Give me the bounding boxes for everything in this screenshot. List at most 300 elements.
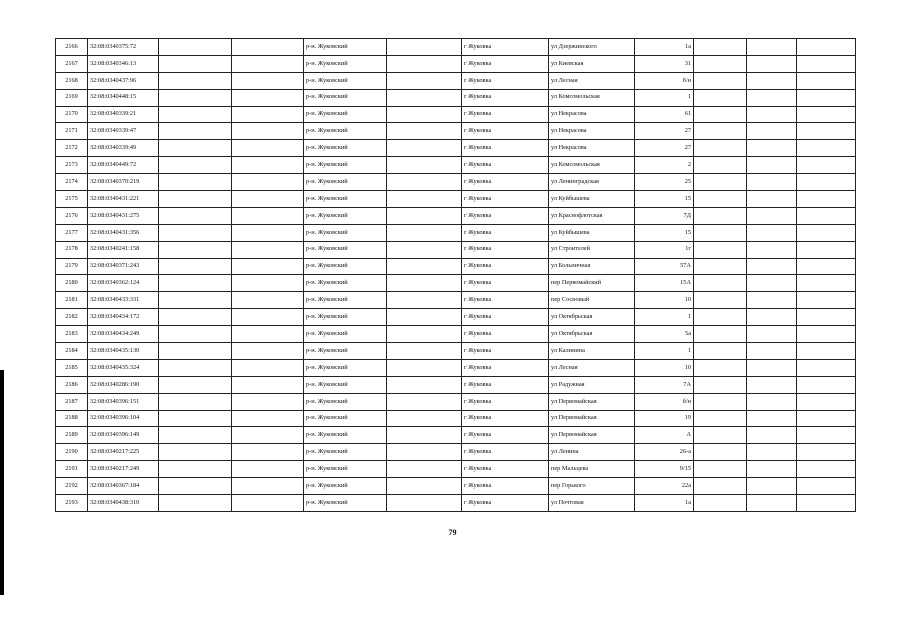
- blank-cell-e: [747, 174, 797, 191]
- locality-cell: г Жуковка: [462, 292, 549, 309]
- page-number: 79: [448, 528, 457, 537]
- blank-cell-d: [694, 326, 747, 343]
- street-cell: ул Некрасова: [549, 123, 635, 140]
- blank-cell-e: [747, 359, 797, 376]
- cadastral-number-cell: 32:08:0340217:225: [88, 444, 159, 461]
- house-number-cell: 10: [635, 292, 694, 309]
- district-cell: р-н. Жуковский: [304, 376, 387, 393]
- house-number-cell: 7А: [635, 376, 694, 393]
- district-cell: р-н. Жуковский: [304, 123, 387, 140]
- blank-cell-f: [797, 89, 856, 106]
- blank-cell-a: [159, 55, 232, 72]
- blank-cell-f: [797, 72, 856, 89]
- street-cell: пер Сосновый: [549, 292, 635, 309]
- row-number-cell: 2191: [56, 461, 88, 478]
- blank-cell-f: [797, 393, 856, 410]
- blank-cell-c: [387, 157, 462, 174]
- blank-cell-b: [232, 343, 304, 360]
- blank-cell-c: [387, 72, 462, 89]
- blank-cell-f: [797, 207, 856, 224]
- locality-cell: г Жуковка: [462, 241, 549, 258]
- locality-cell: г Жуковка: [462, 191, 549, 208]
- blank-cell-d: [694, 157, 747, 174]
- table-row: [56, 55, 856, 72]
- blank-cell-d: [694, 241, 747, 258]
- cadastral-number-cell: 32:08:0340396:104: [88, 410, 159, 427]
- row-number-cell: 2192: [56, 478, 88, 495]
- blank-cell-b: [232, 478, 304, 495]
- cadastral-number-cell: 32:08:0340433:331: [88, 292, 159, 309]
- scan-edge-mark: [0, 370, 4, 595]
- district-cell: р-н. Жуковский: [304, 359, 387, 376]
- blank-cell-d: [694, 359, 747, 376]
- blank-cell-a: [159, 495, 232, 512]
- locality-cell: г Жуковка: [462, 123, 549, 140]
- table-row: [56, 309, 856, 326]
- blank-cell-a: [159, 376, 232, 393]
- row-number-cell: 2184: [56, 343, 88, 360]
- blank-cell-f: [797, 140, 856, 157]
- blank-cell-a: [159, 292, 232, 309]
- house-number-cell: б/н: [635, 393, 694, 410]
- blank-cell-b: [232, 55, 304, 72]
- blank-cell-b: [232, 495, 304, 512]
- blank-cell-d: [694, 495, 747, 512]
- blank-cell-c: [387, 444, 462, 461]
- blank-cell-a: [159, 224, 232, 241]
- cadastral-number-cell: 32:08:0340241:158: [88, 241, 159, 258]
- blank-cell-c: [387, 39, 462, 56]
- blank-cell-f: [797, 292, 856, 309]
- street-cell: ул Ленинградская: [549, 174, 635, 191]
- blank-cell-b: [232, 292, 304, 309]
- blank-cell-f: [797, 343, 856, 360]
- table-row: [56, 393, 856, 410]
- blank-cell-a: [159, 106, 232, 123]
- house-number-cell: 15А: [635, 275, 694, 292]
- cadastral-number-cell: 32:08:0340217:249: [88, 461, 159, 478]
- street-cell: ул Больничная: [549, 258, 635, 275]
- blank-cell-c: [387, 393, 462, 410]
- blank-cell-d: [694, 123, 747, 140]
- blank-cell-d: [694, 207, 747, 224]
- street-cell: ул Краснофлотская: [549, 207, 635, 224]
- blank-cell-a: [159, 359, 232, 376]
- house-number-cell: 1а: [635, 495, 694, 512]
- blank-cell-f: [797, 157, 856, 174]
- blank-cell-a: [159, 39, 232, 56]
- street-cell: ул Октябрьская: [549, 326, 635, 343]
- locality-cell: г Жуковка: [462, 495, 549, 512]
- blank-cell-d: [694, 275, 747, 292]
- blank-cell-e: [747, 258, 797, 275]
- row-number-cell: 2167: [56, 55, 88, 72]
- blank-cell-e: [747, 123, 797, 140]
- blank-cell-a: [159, 174, 232, 191]
- locality-cell: г Жуковка: [462, 359, 549, 376]
- blank-cell-b: [232, 191, 304, 208]
- district-cell: р-н. Жуковский: [304, 427, 387, 444]
- locality-cell: г Жуковка: [462, 478, 549, 495]
- blank-cell-f: [797, 444, 856, 461]
- blank-cell-d: [694, 461, 747, 478]
- district-cell: р-н. Жуковский: [304, 343, 387, 360]
- street-cell: ул Куйбышева: [549, 224, 635, 241]
- street-cell: ул Комсомольская: [549, 157, 635, 174]
- blank-cell-a: [159, 157, 232, 174]
- blank-cell-c: [387, 343, 462, 360]
- row-number-cell: 2175: [56, 191, 88, 208]
- house-number-cell: 27: [635, 140, 694, 157]
- blank-cell-b: [232, 123, 304, 140]
- blank-cell-f: [797, 191, 856, 208]
- blank-cell-e: [747, 461, 797, 478]
- blank-cell-b: [232, 326, 304, 343]
- street-cell: ул Лесная: [549, 72, 635, 89]
- blank-cell-e: [747, 72, 797, 89]
- blank-cell-d: [694, 55, 747, 72]
- street-cell: ул Некрасова: [549, 140, 635, 157]
- blank-cell-e: [747, 292, 797, 309]
- blank-cell-b: [232, 309, 304, 326]
- blank-cell-e: [747, 309, 797, 326]
- blank-cell-f: [797, 174, 856, 191]
- street-cell: ул Некрасова: [549, 106, 635, 123]
- blank-cell-e: [747, 427, 797, 444]
- table-row: [56, 174, 856, 191]
- district-cell: р-н. Жуковский: [304, 89, 387, 106]
- row-number-cell: 2189: [56, 427, 88, 444]
- district-cell: р-н. Жуковский: [304, 157, 387, 174]
- street-cell: ул Куйбышева: [549, 191, 635, 208]
- locality-cell: г Жуковка: [462, 393, 549, 410]
- cadastral-number-cell: 32:08:0340435:324: [88, 359, 159, 376]
- locality-cell: г Жуковка: [462, 309, 549, 326]
- row-number-cell: 2185: [56, 359, 88, 376]
- blank-cell-e: [747, 207, 797, 224]
- blank-cell-b: [232, 427, 304, 444]
- blank-cell-d: [694, 393, 747, 410]
- blank-cell-e: [747, 140, 797, 157]
- row-number-cell: 2173: [56, 157, 88, 174]
- street-cell: ул Почтовая: [549, 495, 635, 512]
- locality-cell: г Жуковка: [462, 444, 549, 461]
- blank-cell-f: [797, 376, 856, 393]
- blank-cell-c: [387, 427, 462, 444]
- row-number-cell: 2169: [56, 89, 88, 106]
- district-cell: р-н. Жуковский: [304, 275, 387, 292]
- house-number-cell: 1: [635, 309, 694, 326]
- blank-cell-d: [694, 140, 747, 157]
- locality-cell: г Жуковка: [462, 207, 549, 224]
- blank-cell-a: [159, 326, 232, 343]
- district-cell: р-н. Жуковский: [304, 410, 387, 427]
- house-number-cell: 1а: [635, 39, 694, 56]
- locality-cell: г Жуковка: [462, 157, 549, 174]
- cadastral-number-cell: 32:08:0340431:275: [88, 207, 159, 224]
- street-cell: пер Мальцева: [549, 461, 635, 478]
- locality-cell: г Жуковка: [462, 39, 549, 56]
- cadastral-number-cell: 32:08:0340396:149: [88, 427, 159, 444]
- blank-cell-a: [159, 444, 232, 461]
- locality-cell: г Жуковка: [462, 326, 549, 343]
- blank-cell-f: [797, 106, 856, 123]
- row-number-cell: 2168: [56, 72, 88, 89]
- table-row: [56, 191, 856, 208]
- blank-cell-c: [387, 461, 462, 478]
- blank-cell-e: [747, 376, 797, 393]
- cadastral-number-cell: 32:08:0340431:221: [88, 191, 159, 208]
- blank-cell-c: [387, 191, 462, 208]
- blank-cell-e: [747, 393, 797, 410]
- district-cell: р-н. Жуковский: [304, 478, 387, 495]
- locality-cell: г Жуковка: [462, 376, 549, 393]
- cadastral-number-cell: 32:08:0340435:130: [88, 343, 159, 360]
- blank-cell-d: [694, 478, 747, 495]
- blank-cell-b: [232, 393, 304, 410]
- table-row: [56, 224, 856, 241]
- blank-cell-d: [694, 343, 747, 360]
- blank-cell-a: [159, 309, 232, 326]
- blank-cell-e: [747, 241, 797, 258]
- row-number-cell: 2170: [56, 106, 88, 123]
- blank-cell-c: [387, 258, 462, 275]
- locality-cell: г Жуковка: [462, 224, 549, 241]
- blank-cell-b: [232, 258, 304, 275]
- district-cell: р-н. Жуковский: [304, 241, 387, 258]
- blank-cell-c: [387, 478, 462, 495]
- blank-cell-b: [232, 444, 304, 461]
- blank-cell-d: [694, 427, 747, 444]
- blank-cell-f: [797, 410, 856, 427]
- row-number-cell: 2182: [56, 309, 88, 326]
- locality-cell: г Жуковка: [462, 106, 549, 123]
- house-number-cell: 1г: [635, 241, 694, 258]
- table-row: [56, 359, 856, 376]
- blank-cell-d: [694, 444, 747, 461]
- blank-cell-f: [797, 359, 856, 376]
- cadastral-number-cell: 32:08:0340449:72: [88, 157, 159, 174]
- house-number-cell: 31: [635, 55, 694, 72]
- blank-cell-c: [387, 106, 462, 123]
- house-number-cell: 9/15: [635, 461, 694, 478]
- blank-cell-d: [694, 410, 747, 427]
- blank-cell-b: [232, 174, 304, 191]
- district-cell: р-н. Жуковский: [304, 309, 387, 326]
- house-number-cell: 2: [635, 157, 694, 174]
- table-row: [56, 376, 856, 393]
- blank-cell-c: [387, 309, 462, 326]
- cadastral-number-cell: 32:08:0340448:15: [88, 89, 159, 106]
- blank-cell-a: [159, 410, 232, 427]
- blank-cell-c: [387, 275, 462, 292]
- blank-cell-c: [387, 89, 462, 106]
- street-cell: ул Октябрьская: [549, 309, 635, 326]
- district-cell: р-н. Жуковский: [304, 39, 387, 56]
- district-cell: р-н. Жуковский: [304, 174, 387, 191]
- table-row: [56, 478, 856, 495]
- table-row: [56, 140, 856, 157]
- blank-cell-c: [387, 224, 462, 241]
- blank-cell-e: [747, 55, 797, 72]
- street-cell: ул Первомайская: [549, 427, 635, 444]
- blank-cell-f: [797, 241, 856, 258]
- blank-cell-a: [159, 72, 232, 89]
- blank-cell-a: [159, 427, 232, 444]
- blank-cell-a: [159, 461, 232, 478]
- blank-cell-c: [387, 495, 462, 512]
- house-number-cell: 15: [635, 191, 694, 208]
- blank-cell-a: [159, 275, 232, 292]
- locality-cell: г Жуковка: [462, 140, 549, 157]
- table-row: [56, 326, 856, 343]
- blank-cell-f: [797, 258, 856, 275]
- blank-cell-f: [797, 478, 856, 495]
- row-number-cell: 2193: [56, 495, 88, 512]
- blank-cell-b: [232, 140, 304, 157]
- blank-cell-c: [387, 410, 462, 427]
- table-row: [56, 207, 856, 224]
- district-cell: р-н. Жуковский: [304, 140, 387, 157]
- row-number-cell: 2174: [56, 174, 88, 191]
- row-number-cell: 2177: [56, 224, 88, 241]
- locality-cell: г Жуковка: [462, 258, 549, 275]
- blank-cell-e: [747, 326, 797, 343]
- street-cell: пер Первомайский: [549, 275, 635, 292]
- locality-cell: г Жуковка: [462, 72, 549, 89]
- row-number-cell: 2171: [56, 123, 88, 140]
- table-row: [56, 106, 856, 123]
- blank-cell-d: [694, 224, 747, 241]
- house-number-cell: 10: [635, 359, 694, 376]
- house-number-cell: 22а: [635, 478, 694, 495]
- blank-cell-f: [797, 461, 856, 478]
- cadastral-number-cell: 32:08:0340346:13: [88, 55, 159, 72]
- district-cell: р-н. Жуковский: [304, 191, 387, 208]
- blank-cell-d: [694, 376, 747, 393]
- blank-cell-c: [387, 207, 462, 224]
- row-number-cell: 2186: [56, 376, 88, 393]
- blank-cell-a: [159, 393, 232, 410]
- blank-cell-c: [387, 376, 462, 393]
- blank-cell-b: [232, 39, 304, 56]
- table-row: [56, 461, 856, 478]
- cadastral-number-cell: 32:08:0340367:184: [88, 478, 159, 495]
- locality-cell: г Жуковка: [462, 461, 549, 478]
- blank-cell-c: [387, 174, 462, 191]
- locality-cell: г Жуковка: [462, 89, 549, 106]
- registry-table-body: [56, 39, 856, 512]
- table-row: [56, 123, 856, 140]
- cadastral-number-cell: 32:08:0340286:190: [88, 376, 159, 393]
- blank-cell-b: [232, 207, 304, 224]
- district-cell: р-н. Жуковский: [304, 444, 387, 461]
- blank-cell-e: [747, 410, 797, 427]
- locality-cell: г Жуковка: [462, 174, 549, 191]
- table-row: [56, 275, 856, 292]
- district-cell: р-н. Жуковский: [304, 106, 387, 123]
- locality-cell: г Жуковка: [462, 343, 549, 360]
- blank-cell-b: [232, 157, 304, 174]
- blank-cell-e: [747, 224, 797, 241]
- blank-cell-e: [747, 495, 797, 512]
- blank-cell-c: [387, 241, 462, 258]
- district-cell: р-н. Жуковский: [304, 326, 387, 343]
- blank-cell-a: [159, 207, 232, 224]
- blank-cell-a: [159, 123, 232, 140]
- blank-cell-f: [797, 55, 856, 72]
- blank-cell-a: [159, 89, 232, 106]
- district-cell: р-н. Жуковский: [304, 224, 387, 241]
- cadastral-number-cell: 32:08:0340375:72: [88, 39, 159, 56]
- house-number-cell: 1: [635, 343, 694, 360]
- street-cell: ул Дзержинского: [549, 39, 635, 56]
- blank-cell-b: [232, 461, 304, 478]
- blank-cell-c: [387, 123, 462, 140]
- table-row: [56, 241, 856, 258]
- district-cell: р-н. Жуковский: [304, 258, 387, 275]
- blank-cell-f: [797, 427, 856, 444]
- blank-cell-d: [694, 174, 747, 191]
- house-number-cell: 5а: [635, 326, 694, 343]
- cadastral-number-cell: 32:08:0340396:151: [88, 393, 159, 410]
- blank-cell-c: [387, 359, 462, 376]
- blank-cell-c: [387, 140, 462, 157]
- cadastral-number-cell: 32:08:0340339:47: [88, 123, 159, 140]
- house-number-cell: 15: [635, 224, 694, 241]
- blank-cell-d: [694, 258, 747, 275]
- blank-cell-b: [232, 376, 304, 393]
- cadastral-number-cell: 32:08:0340434:172: [88, 309, 159, 326]
- table-row: [56, 89, 856, 106]
- table-row: [56, 444, 856, 461]
- district-cell: р-н. Жуковский: [304, 292, 387, 309]
- blank-cell-b: [232, 89, 304, 106]
- blank-cell-b: [232, 241, 304, 258]
- cadastral-number-cell: 32:08:0340339:49: [88, 140, 159, 157]
- district-cell: р-н. Жуковский: [304, 72, 387, 89]
- table-row: [56, 343, 856, 360]
- blank-cell-c: [387, 326, 462, 343]
- table-row: [56, 410, 856, 427]
- house-number-cell: 27: [635, 123, 694, 140]
- street-cell: ул Строителей: [549, 241, 635, 258]
- blank-cell-a: [159, 241, 232, 258]
- blank-cell-e: [747, 478, 797, 495]
- cadastral-number-cell: 32:08:0340362:124: [88, 275, 159, 292]
- cadastral-number-cell: 32:08:0340438:310: [88, 495, 159, 512]
- street-cell: ул Первомайская: [549, 393, 635, 410]
- row-number-cell: 2172: [56, 140, 88, 157]
- blank-cell-c: [387, 55, 462, 72]
- blank-cell-d: [694, 72, 747, 89]
- blank-cell-e: [747, 444, 797, 461]
- street-cell: ул Комсомольская: [549, 89, 635, 106]
- table-row: [56, 39, 856, 56]
- row-number-cell: 2190: [56, 444, 88, 461]
- blank-cell-b: [232, 275, 304, 292]
- table-row: [56, 157, 856, 174]
- blank-cell-d: [694, 89, 747, 106]
- house-number-cell: 61: [635, 106, 694, 123]
- registry-table: [55, 38, 856, 512]
- street-cell: ул Радужная: [549, 376, 635, 393]
- street-cell: ул Киевская: [549, 55, 635, 72]
- blank-cell-f: [797, 123, 856, 140]
- blank-cell-b: [232, 106, 304, 123]
- row-number-cell: 2178: [56, 241, 88, 258]
- blank-cell-d: [694, 292, 747, 309]
